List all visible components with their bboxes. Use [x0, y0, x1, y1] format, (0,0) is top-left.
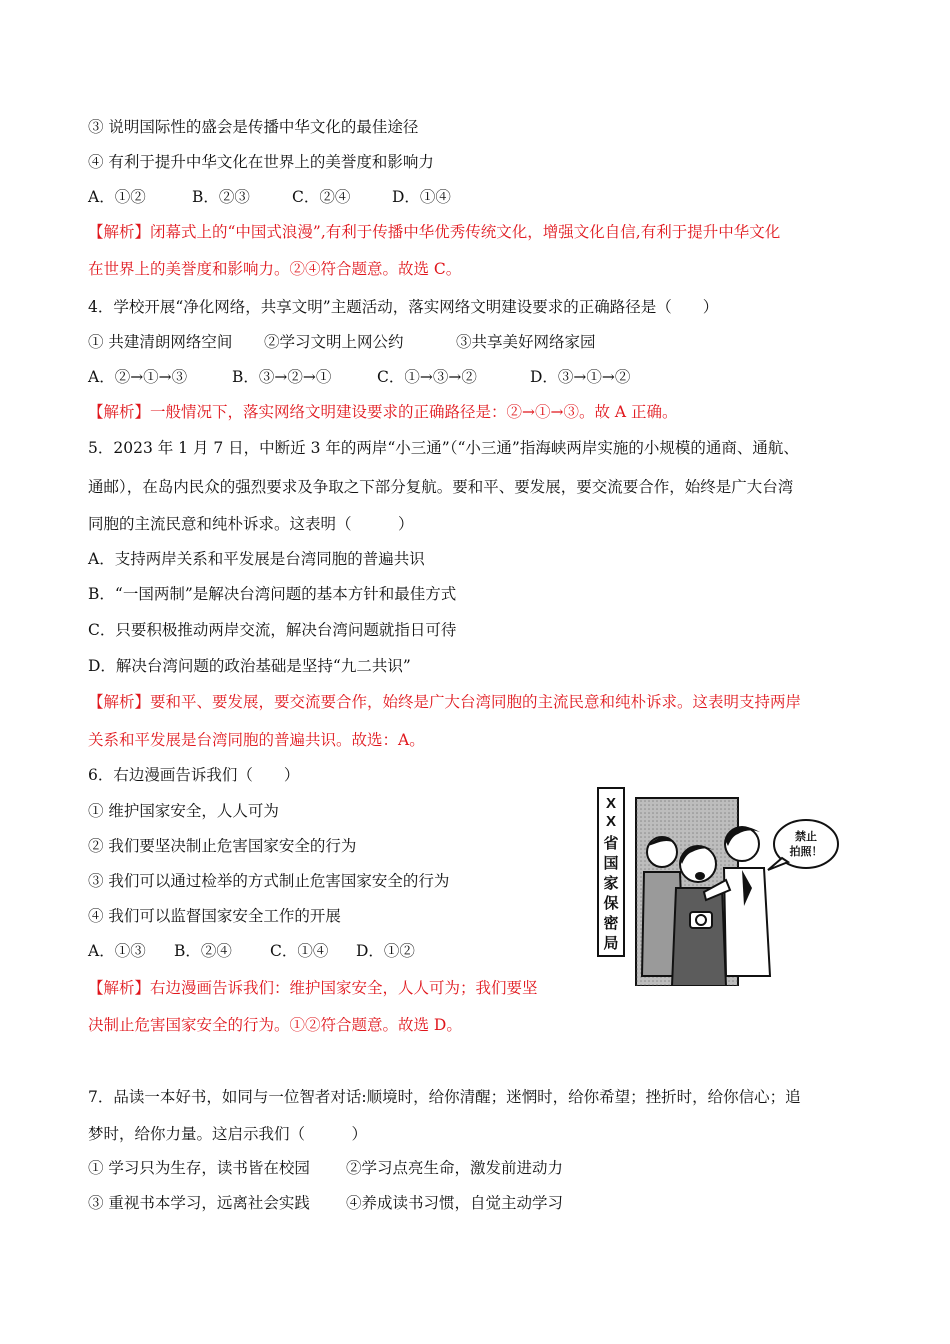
- q3-option-c: C．②④: [292, 188, 351, 206]
- q6-analysis-line-1: 【解析】右边漫画告诉我们：维护国家安全，人人可为；我们要坚: [88, 979, 538, 997]
- q3-option-a: A．①②: [88, 188, 146, 206]
- cartoon-sign-char: X: [605, 813, 617, 830]
- q4-options: [88, 367, 630, 387]
- q6-option-d: D．①②: [356, 942, 415, 960]
- q7-stem-line-1: 7．品读一本好书，如同与一位智者对话:顺境时，给你清醒；迷惘时，给你希望；挫折时，给你信心；追: [88, 1088, 801, 1106]
- q4-stem: 4．学校开展“净化网络，共享文明”主题活动，落实网络文明建设要求的正确路径是（ ）: [88, 298, 719, 316]
- q6-options: [88, 941, 415, 961]
- q7-stem-line-2: 梦时，给你力量。这启示我们（ ）: [88, 1125, 368, 1143]
- q4-option-a: A．②→①→③: [88, 368, 188, 386]
- cartoon-sign-char: X: [605, 795, 617, 812]
- q5-analysis-line-2: 关系和平发展是台湾同胞的普遍共识。故选：A。: [88, 731, 425, 749]
- q5-option-a: A．支持两岸关系和平发展是台湾同胞的普遍共识: [88, 550, 425, 568]
- q5-stem-line-2: 通邮），在岛内民众的强烈要求及争取之下部分复航。要和平、要发展，要交流要合作，始终是广大台湾: [88, 478, 794, 496]
- q4-item-2: ②学习文明上网公约: [264, 333, 404, 351]
- q6-analysis-line-2: 决制止危害国家安全的行为。①②符合题意。故选 D。: [88, 1016, 462, 1034]
- q4-analysis: 【解析】一般情况下，落实网络文明建设要求的正确路径是：②→①→③。故 A 正确。: [88, 403, 678, 421]
- q4-option-c: C．①→③→②: [377, 368, 477, 386]
- q4-option-d: D．③→①→②: [530, 368, 631, 386]
- q6-option-c: C．①④: [270, 942, 329, 960]
- q6-item-1: ① 维护国家安全，人人可为: [88, 802, 279, 820]
- q3-item-3: ③ 说明国际性的盛会是传播中华文化的最佳途径: [88, 118, 419, 136]
- cartoon-speech-bubble: [768, 820, 838, 870]
- q6-item-2: ② 我们要坚决制止危害国家安全的行为: [88, 837, 357, 855]
- cartoon-sign-char: 密: [603, 915, 619, 932]
- q7-item-3: ③ 重视书本学习，远离社会实践: [88, 1194, 310, 1212]
- q5-stem-line-1: 5．2023 年 1 月 7 日，中断近 3 年的两岸“小三通”（“小三通”指海峡两岸实施的小规模的通商、通航、: [88, 439, 799, 457]
- q6-option-b: B．②④: [174, 942, 232, 960]
- q7-items-row-1: [88, 1158, 563, 1178]
- q4-item-1: ① 共建清朗网络空间: [88, 333, 233, 351]
- cartoon-sign-char: 局: [603, 935, 619, 952]
- q7-item-2: ②学习点亮生命，激发前进动力: [346, 1159, 564, 1177]
- q3-analysis-line-2: 在世界上的美誉度和影响力。②④符合题意。故选 C。: [88, 260, 462, 278]
- q3-option-b: B．②③: [192, 188, 250, 206]
- q6-stem: 6．右边漫画告诉我们（ ）: [88, 766, 300, 784]
- q5-option-d: D．解决台湾问题的政治基础是坚持“九二共识”: [88, 657, 411, 675]
- q5-stem-line-3: 同胞的主流民意和纯朴诉求。这表明（ ）: [88, 515, 414, 533]
- q6-item-3: ③ 我们可以通过检举的方式制止危害国家安全的行为: [88, 872, 450, 890]
- q7-items-row-2: [88, 1193, 563, 1213]
- q5-option-b: B．“一国两制”是解决台湾问题的基本方针和最佳方式: [88, 585, 457, 603]
- cartoon-sign-char: 省: [603, 835, 619, 852]
- cartoon-illustration: [592, 780, 842, 986]
- q4-item-3: ③共享美好网络家园: [456, 333, 596, 351]
- q4-items: [88, 332, 596, 352]
- cartoon-sign-char: 保: [603, 895, 619, 912]
- q3-option-d: D．①④: [392, 188, 451, 206]
- q3-analysis-line-1: 【解析】闭幕式上的“中国式浪漫”,有利于传播中华优秀传统文化，增强文化自信,有利于提升中华文化: [88, 223, 781, 241]
- q6-item-4: ④ 我们可以监督国家安全工作的开展: [88, 907, 341, 925]
- q4-option-b: B．③→②→①: [232, 368, 332, 386]
- q5-option-c: C．只要积极推动两岸交流，解决台湾问题就指日可待: [88, 621, 457, 639]
- cartoon-sign-char: 家: [603, 875, 619, 892]
- q3-item-4: ④ 有利于提升中华文化在世界上的美誉度和影响力: [88, 153, 434, 171]
- q7-item-1: ① 学习只为生存，读书皆在校园: [88, 1159, 310, 1177]
- q5-analysis-line-1: 【解析】要和平、要发展，要交流要合作，始终是广大台湾同胞的主流民意和纯朴诉求。这表明支持两岸: [88, 693, 802, 711]
- cartoon-sign-char: 国: [603, 855, 619, 872]
- cartoon-bubble-line-1: 禁止: [795, 831, 817, 843]
- cartoon-bubble-line-2: 拍照！: [789, 846, 823, 858]
- q6-option-a: A．①③: [88, 942, 146, 960]
- q3-options: [88, 187, 451, 207]
- q7-item-4: ④养成读书习惯，自觉主动学习: [346, 1194, 564, 1212]
